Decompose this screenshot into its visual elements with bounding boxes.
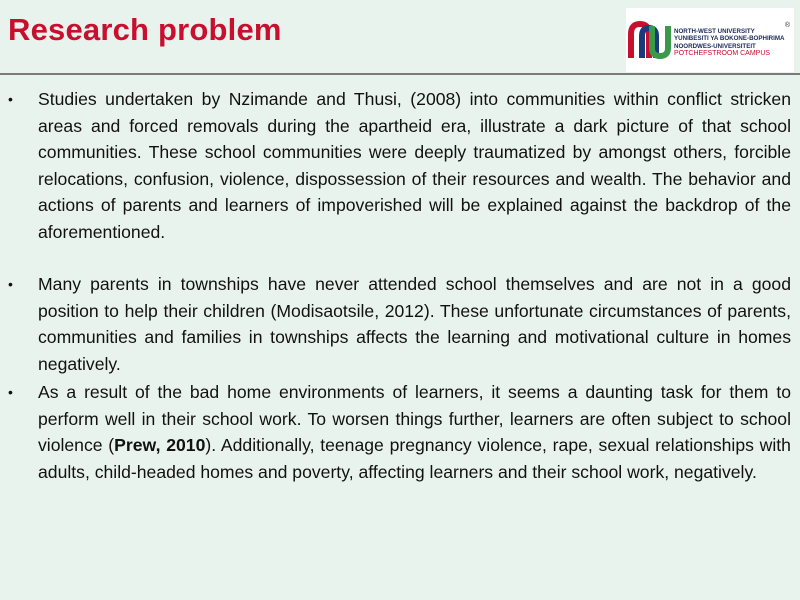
bullet-text: Many parents in townships have never attended school themselves and are not in a good position to help their children (Modisaotsile, 2012). These unfortunate circumstances of parents, communities and families in townships affects the learning and motivational culture in homes negatively. (38, 274, 791, 374)
bullet-text-after: ). Additionally, teenage pregnancy violence, rape, sexual relationships with adults, child-headed homes and poverty, affecting learners and their school work, negatively. (38, 435, 791, 482)
slide-body (0, 86, 800, 485)
bullet-item (0, 86, 800, 245)
bullet-item (0, 271, 800, 377)
bullet-marker: • (8, 276, 13, 292)
citation: Prew, 2010 (114, 435, 206, 455)
bullet-item (0, 379, 800, 485)
logo-line-2: YUNIBESITI YA BOKONE-BOPHIRIMA (674, 35, 785, 43)
logo-campus: POTCHEFSTROOM CAMPUS (674, 50, 771, 58)
logo-line-3: NOORDWES-UNIVERSITEIT (674, 42, 756, 50)
slide-header (0, 0, 800, 72)
bullet-marker: • (8, 91, 13, 107)
university-logo (626, 8, 794, 72)
logo-text (674, 28, 784, 58)
nwu-logo-icon (628, 18, 672, 60)
logo-line-1: NORTH-WEST UNIVERSITY (674, 28, 755, 35)
registered-mark: ® (784, 22, 790, 29)
slide-title: Research problem (8, 12, 282, 47)
bullet-marker: • (8, 384, 13, 400)
bullet-text-before: As a result of the bad home environments of learners, it seems a daunting task for them to perform well in their school work. To worsen things further, learners are often subject to school violence ( (38, 382, 791, 455)
header-divider (0, 73, 800, 75)
bullet-text: Studies undertaken by Nzimande and Thusi, (2008) into communities within conflict stricken areas and forced removals during the apartheid era, illustrate a dark picture of that school communities. These school communities were deeply traumatized by amongst others, forcible relocations, confusion, violence, dispossession of their resources and wealth. The behavior and actions of parents and learners of impoverished will be explained against the backdrop of the aforementioned. (38, 89, 791, 242)
bullet-list (0, 86, 800, 485)
